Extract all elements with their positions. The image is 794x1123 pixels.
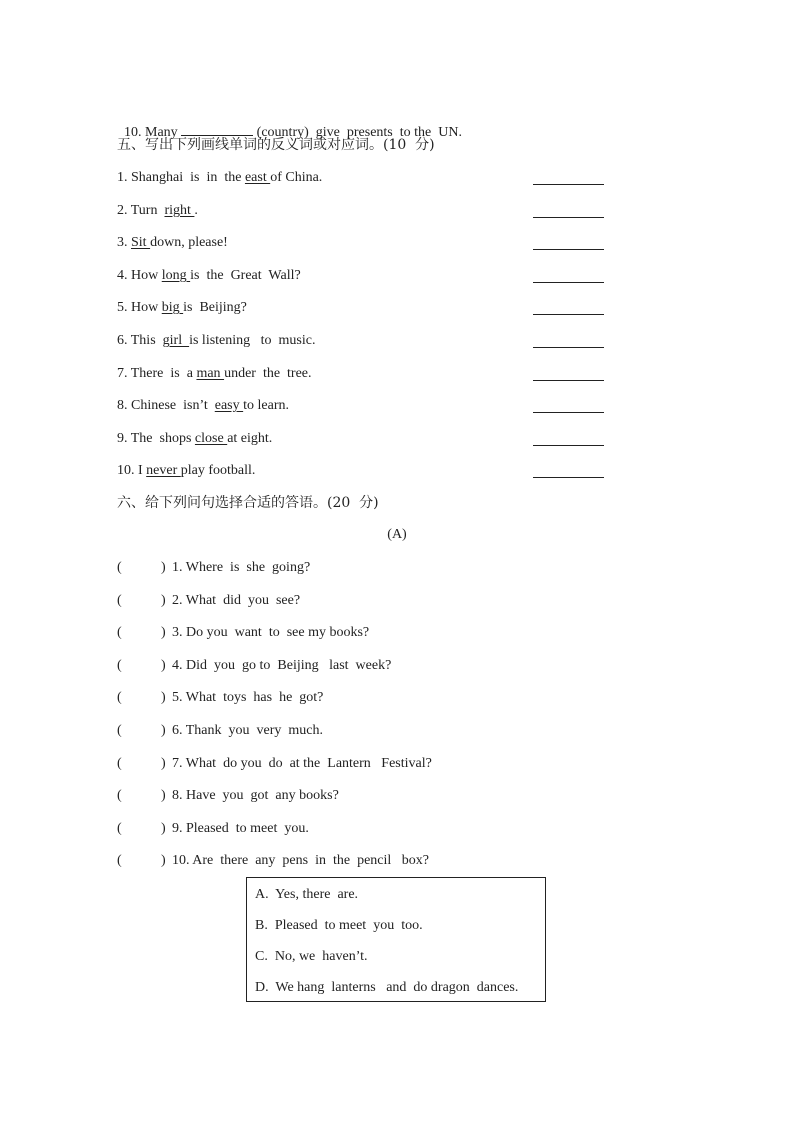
- question-item: [117, 462, 255, 480]
- question-text: 7. What do you do at the Lantern Festival?: [172, 756, 432, 771]
- question-text: 10. Are there any pens in the pencil box?: [172, 853, 429, 868]
- answer-paren-open[interactable]: (: [117, 658, 122, 673]
- question-text: 8. Chinese isn’t: [117, 398, 215, 413]
- question-text: 5. What toys has he got?: [172, 690, 324, 705]
- question-item: [117, 365, 312, 383]
- question-text: at eight.: [227, 431, 273, 446]
- answer-paren-open[interactable]: (: [117, 690, 122, 705]
- answer-paren-open[interactable]: (: [117, 560, 122, 575]
- underlined-word: Sit: [131, 235, 151, 250]
- question-text: is Beijing?: [183, 300, 247, 315]
- question-item: [117, 169, 322, 187]
- answer-blank[interactable]: [533, 314, 604, 315]
- answer-paren-open[interactable]: (: [117, 788, 122, 803]
- question-item: [117, 299, 247, 317]
- underlined-word: man: [196, 366, 225, 381]
- answer-paren-open[interactable]: (: [117, 756, 122, 771]
- question-text: 1. Shanghai is in the: [117, 170, 245, 185]
- answer-paren-open[interactable]: (: [117, 821, 122, 836]
- option-b: B. Pleased to meet you too.: [255, 918, 423, 933]
- question-text: play football.: [180, 463, 256, 478]
- answer-blank[interactable]: [533, 217, 604, 218]
- answer-paren-open[interactable]: (: [117, 723, 122, 738]
- question-text: 9. The shops: [117, 431, 195, 446]
- answer-paren-open[interactable]: (: [117, 853, 122, 868]
- question-text: to learn.: [243, 398, 290, 413]
- answer-blank[interactable]: [533, 477, 604, 478]
- answer-blank[interactable]: [533, 445, 604, 446]
- question-item: [117, 430, 272, 448]
- option-c: C. No, we haven’t.: [255, 949, 368, 964]
- underlined-word: easy: [214, 398, 244, 413]
- answer-paren-close: ): [161, 853, 166, 868]
- answer-blank[interactable]: [533, 347, 604, 348]
- fill-blank[interactable]: [181, 121, 253, 136]
- question-item: [117, 332, 315, 350]
- question-text: under the tree.: [224, 366, 312, 381]
- question-text: 9. Pleased to meet you.: [172, 821, 309, 836]
- answer-paren-close: ): [161, 788, 166, 803]
- underlined-word: girl: [162, 333, 190, 348]
- answer-blank[interactable]: [533, 412, 604, 413]
- answer-paren-close: ): [161, 756, 166, 771]
- underlined-word: long: [161, 268, 191, 283]
- options-box: [246, 877, 546, 1002]
- question-item: [117, 397, 289, 415]
- question-text: down, please!: [150, 235, 228, 250]
- underlined-word: big: [161, 300, 184, 315]
- answer-paren-close: ): [161, 593, 166, 608]
- option-d: D. We hang lanterns and do dragon dances.: [255, 980, 519, 995]
- question-text: of China.: [270, 170, 323, 185]
- answer-paren-close: ): [161, 560, 166, 575]
- underlined-word: east: [244, 170, 271, 185]
- question-item: [117, 234, 228, 252]
- answer-paren-close: ): [161, 658, 166, 673]
- section-5-heading: 五、写出下列画线单词的反义词或对应词。(10 分): [117, 137, 435, 153]
- question-text: 7. There is a: [117, 366, 197, 381]
- answer-blank[interactable]: [533, 380, 604, 381]
- question-item: [117, 267, 301, 285]
- question-text: 4. How: [117, 268, 162, 283]
- question-text: 2. What did you see?: [172, 593, 301, 608]
- top-item-rest: (country) give presents to the UN.: [256, 125, 462, 140]
- option-a: A. Yes, there are.: [255, 887, 359, 902]
- question-text: is the Great Wall?: [190, 268, 301, 283]
- underlined-word: never: [146, 463, 181, 478]
- answer-blank[interactable]: [533, 249, 604, 250]
- underlined-word: close: [194, 431, 228, 446]
- answer-paren-close: ): [161, 723, 166, 738]
- question-text: 3. Do you want to see my books?: [172, 625, 370, 640]
- answer-blank[interactable]: [533, 282, 604, 283]
- underlined-word: right: [164, 203, 195, 218]
- question-item: [117, 202, 198, 220]
- section-6-heading: 六、给下列问句选择合适的答语。(20 分): [117, 495, 379, 511]
- question-text: 8. Have you got any books?: [172, 788, 339, 803]
- question-text: .: [194, 203, 198, 218]
- part-label: (A): [387, 527, 407, 542]
- question-text: 6. This: [117, 333, 163, 348]
- question-text: 4. Did you go to Beijing last week?: [172, 658, 392, 673]
- question-text: 6. Thank you very much.: [172, 723, 323, 738]
- question-text: 10. I: [117, 463, 147, 478]
- question-text: 5. How: [117, 300, 162, 315]
- answer-paren-close: ): [161, 690, 166, 705]
- answer-paren-close: ): [161, 821, 166, 836]
- question-text: 2. Turn: [117, 203, 165, 218]
- answer-paren-open[interactable]: (: [117, 593, 122, 608]
- question-text: is listening to music.: [189, 333, 316, 348]
- question-text: 3.: [117, 235, 131, 250]
- answer-blank[interactable]: [533, 184, 604, 185]
- answer-paren-open[interactable]: (: [117, 625, 122, 640]
- top-item-number: 10. Many: [124, 125, 178, 140]
- answer-paren-close: ): [161, 625, 166, 640]
- question-text: 1. Where is she going?: [172, 560, 311, 575]
